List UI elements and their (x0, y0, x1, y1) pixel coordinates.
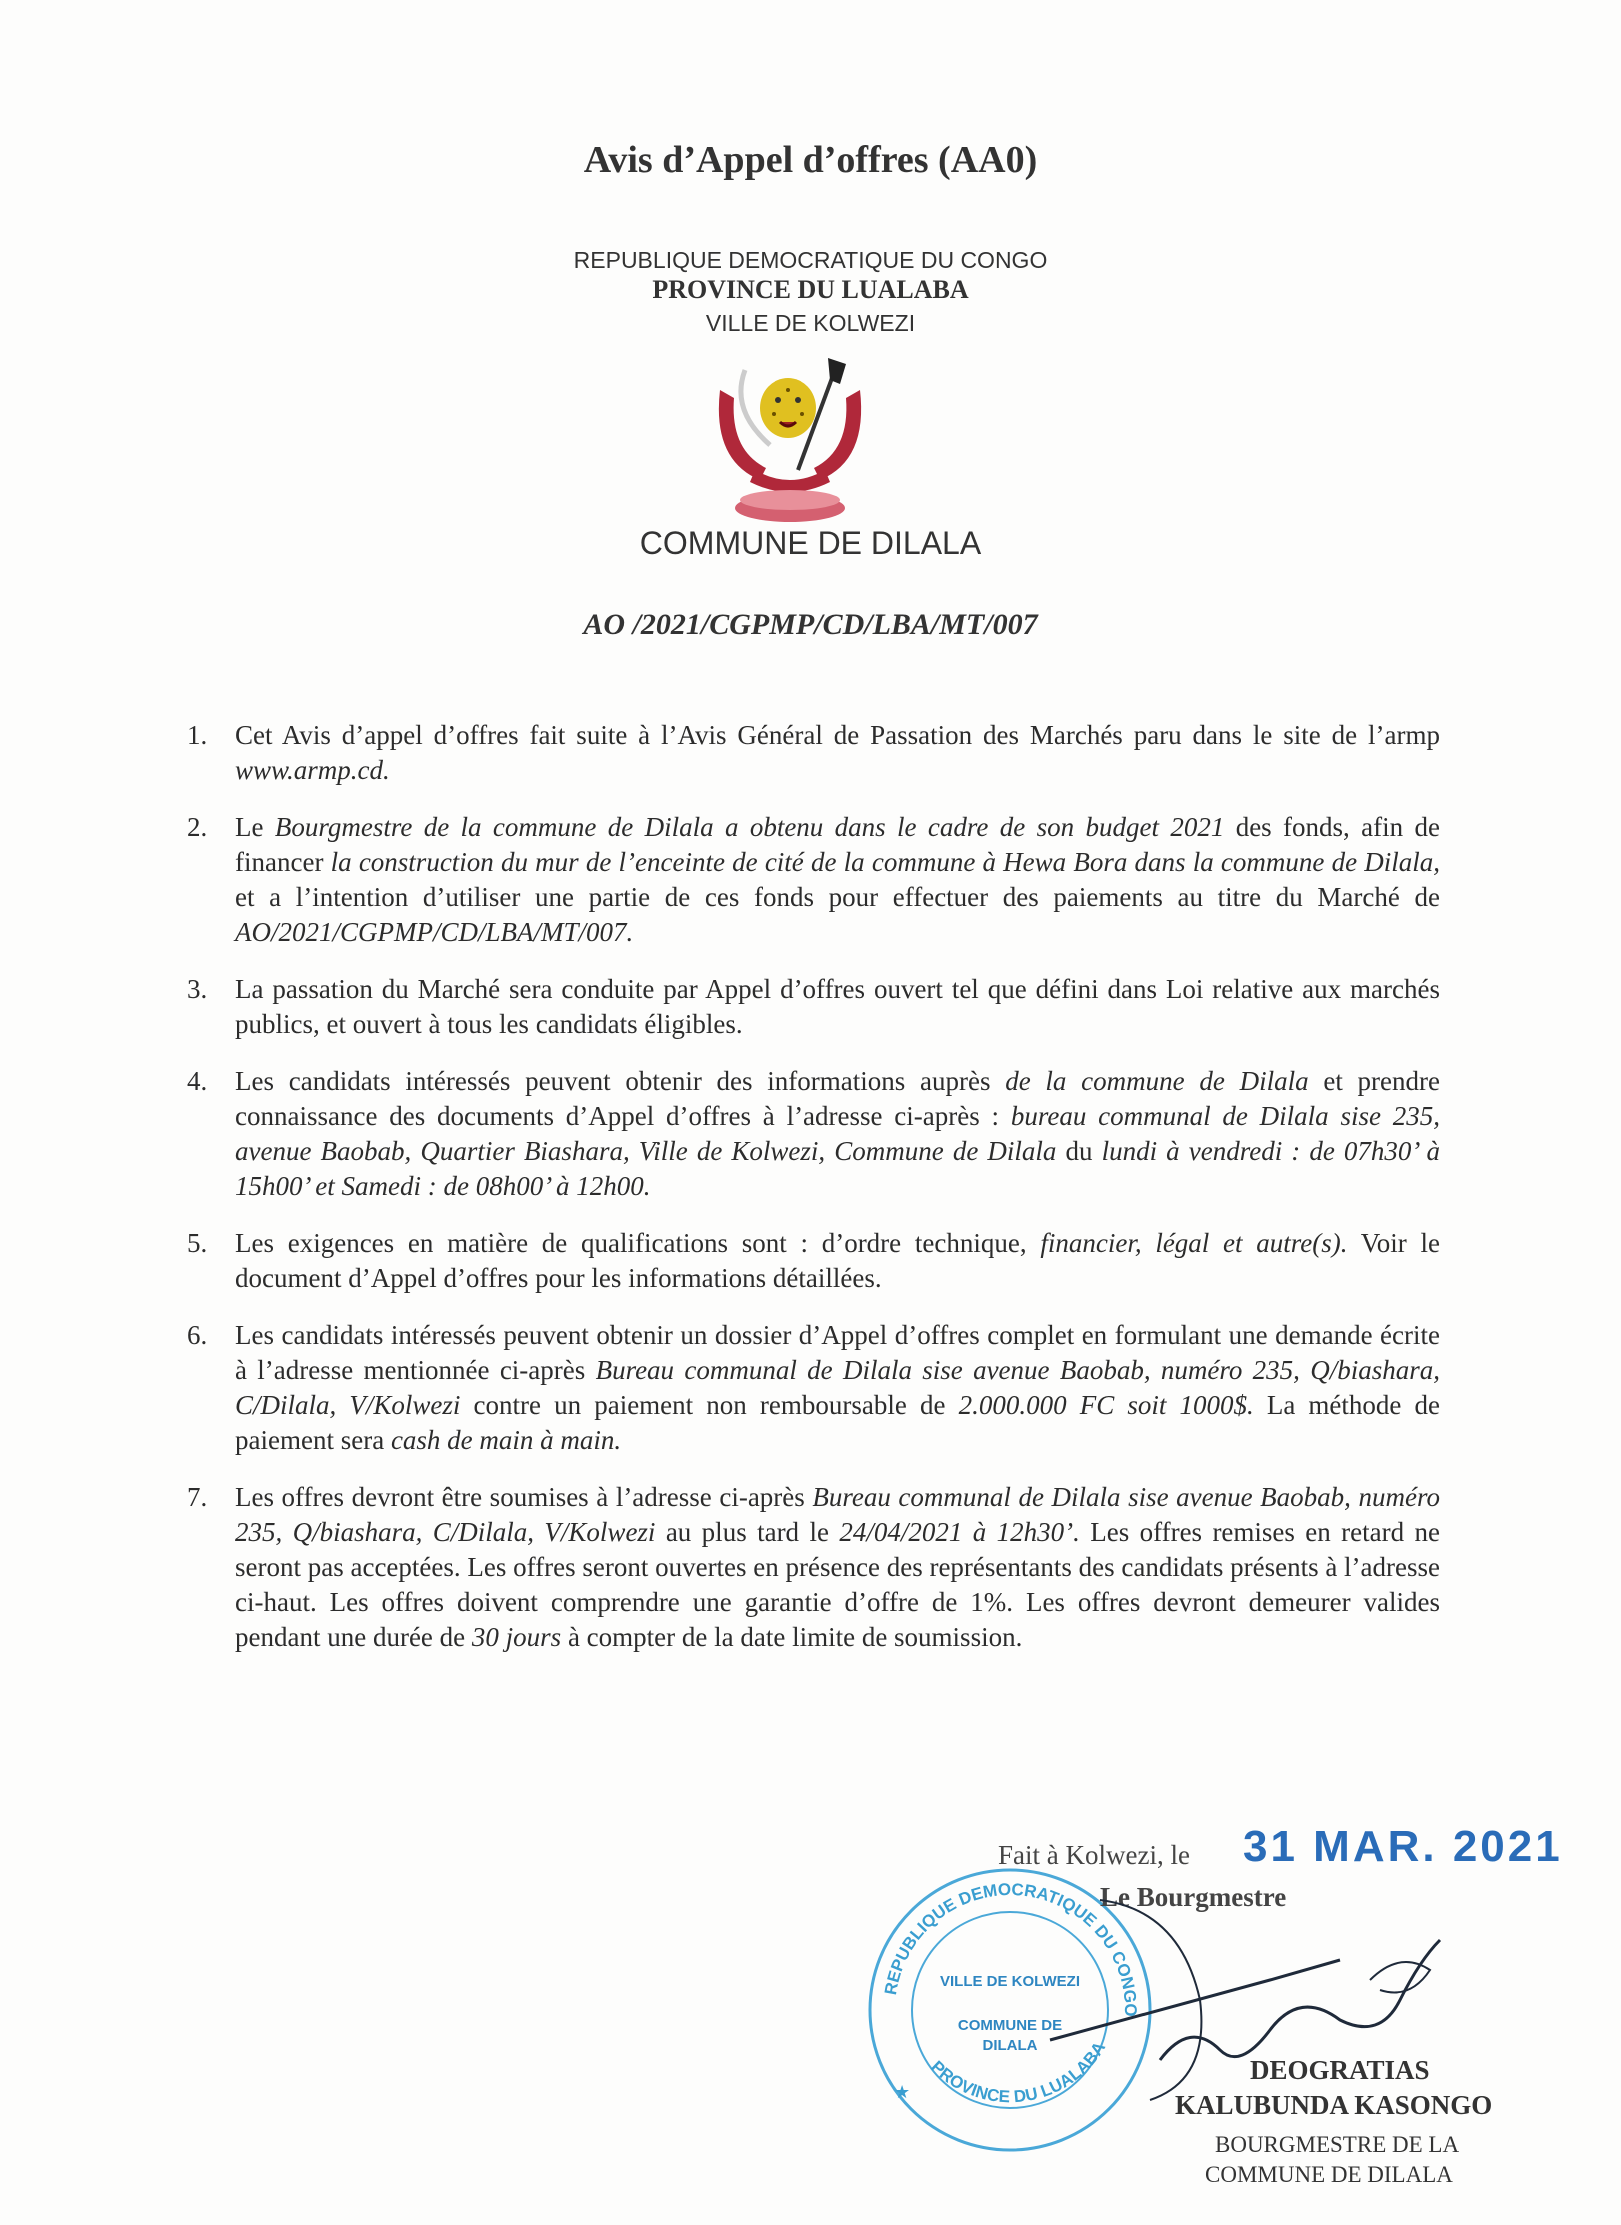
item-text: Le (235, 812, 275, 842)
seal-bottom-text: PROVINCE DU LUALABA (927, 2038, 1110, 2107)
item-text: au plus tard le (655, 1517, 840, 1547)
seal-inner-line1: VILLE DE KOLWEZI (939, 1973, 1081, 1990)
commune-name: COMMUNE DE DILALA (639, 525, 982, 561)
signatory-last-name: KALUBUNDA KASONGO (1175, 2090, 1493, 2120)
seal-inner-line3: DILALA (982, 2037, 1038, 2054)
item-text: Les offres remises en retard ne seront pas acceptées. Les offres seront ouvertes en présence des représentants des candidats présents à l’adresse ci-haut. Les offres doivent comprendre une garantie d’offre de 1%. Les offres devront demeurer valides pendant une durée de (235, 1517, 1441, 1652)
item-text: des fonds, afin de financer (235, 812, 1440, 877)
notice-item (180, 718, 1440, 788)
item-text: du (1056, 1136, 1102, 1166)
country-name: REPUBLIQUE DEMOCRATIQUE DU CONGO (573, 247, 1048, 273)
item-text: Les candidats intéressés peuvent obtenir un dossier d’Appel d’offres complet en formulant une demande écrite à l’adresse mentionnée ci-après (235, 1320, 1440, 1385)
signatory-role-line2: COMMUNE DE DILALA (1205, 2162, 1453, 2187)
item-text: Cet Avis d’appel d’offres fait suite à l’Avis Général de Passation des Marchés paru dans le site de l’armp (235, 720, 1440, 750)
city-name: VILLE DE KOLWEZI (705, 310, 916, 336)
coat-of-arms-emblem (700, 350, 880, 530)
item-text-italic: la construction du mur de l’enceinte de cité de la commune à Hewa Bora dans la commune de Dilala, (330, 847, 1441, 877)
province-name: PROVINCE DU LUALABA (652, 275, 969, 304)
item-text-italic: Bureau communal de Dilala sise avenue Baobab, numéro 235, Q/biashara, C/Dilala, V/Kolwezi (235, 1482, 1440, 1547)
signatory-title: Le Bourgmestre (1100, 1882, 1287, 1912)
item-text: et prendre connaissance des documents d’Appel d’offres à l’adresse ci-après : (235, 1066, 1441, 1131)
item-number: 6. (187, 1320, 208, 1350)
item-number: 4. (187, 1066, 208, 1096)
item-text-italic: 30 jours (471, 1622, 562, 1652)
item-text: Les candidats intéressés peuvent obtenir des informations auprès (235, 1066, 1006, 1096)
item-text-italic: financier, légal et autre(s). (1040, 1228, 1348, 1258)
item-text-italic: 2.000.000 FC soit 1000$. (958, 1390, 1254, 1420)
document-title: Avis d’Appel d’offres (AA0) (583, 139, 1038, 181)
notice-item (180, 972, 1440, 1042)
item-text-italic: lundi à vendredi : de 07h30’ à 15h00’ et Samedi : de 08h00’ à 12h00. (235, 1136, 1441, 1201)
seal-star-icon: ★ (894, 2082, 911, 2102)
notice-items-list (180, 718, 1440, 1677)
notice-item (180, 1064, 1440, 1204)
item-number: 2. (187, 812, 208, 842)
item-text-italic: bureau communal de Dilala sise 235, avenue Baobab, Quartier Biashara, Ville de Kolwezi, Commune de Dilala (235, 1101, 1440, 1166)
item-text: à compter de la date limite de soumission. (561, 1622, 1023, 1652)
signatory-role-line1: BOURGMESTRE DE LA (1215, 2132, 1460, 2157)
item-text: Les exigences en matière de qualifications sont : d’ordre technique, (235, 1228, 1041, 1258)
item-text-italic: de la commune de Dilala (1005, 1066, 1309, 1096)
item-text-italic: Bureau communal de Dilala sise avenue Baobab, numéro 235, Q/biashara, C/Dilala, V/Kolwezi (235, 1355, 1440, 1420)
item-text-italic: 24/04/2021 à 12h30’. (839, 1517, 1080, 1547)
notice-item (180, 810, 1440, 950)
item-text: et a l’intention d’utiliser une partie de ces fonds pour effectuer des paiements au titre du Marché de (235, 882, 1440, 912)
item-number: 7. (187, 1482, 208, 1512)
signatory-first-name: DEOGRATIAS (1250, 2055, 1430, 2085)
date-stamp: 31 MAR. 2021 (1243, 1822, 1563, 1871)
item-text-italic: Bourgmestre de la commune de Dilala a obtenu dans le cadre de son budget 2021 (274, 812, 1225, 842)
item-text-italic: www.armp.cd. (235, 755, 390, 785)
item-number: 5. (187, 1228, 208, 1258)
notice-item (180, 1318, 1440, 1458)
seal-ring-text: REPUBLIQUE DEMOCRATIQUE DU CONGO (880, 1879, 1141, 2017)
reference-number: AO /2021/CGPMP/CD/LBA/MT/007 (583, 608, 1038, 641)
item-text: contre un paiement non remboursable de (460, 1390, 959, 1420)
signature-place: Fait à Kolwezi, le (998, 1840, 1190, 1870)
item-number: 1. (187, 720, 208, 750)
seal-inner-line2: COMMUNE DE (957, 2017, 1063, 2034)
item-text: Les offres devront être soumises à l’adresse ci-après (235, 1482, 813, 1512)
item-text: La passation du Marché sera conduite par Appel d’offres ouvert tel que défini dans Loi relative aux marchés publics, et ouvert à tous les candidats éligibles. (235, 974, 1440, 1039)
notice-item (180, 1226, 1440, 1296)
item-text: Voir le document d’Appel d’offres pour les informations détaillées. (235, 1228, 1440, 1293)
item-text-italic: cash de main à main. (390, 1425, 622, 1455)
notice-item (180, 1480, 1440, 1655)
item-text-italic: AO/2021/CGPMP/CD/LBA/MT/007. (235, 917, 634, 947)
item-number: 3. (187, 974, 208, 1004)
item-text: La méthode de paiement sera (235, 1390, 1440, 1455)
